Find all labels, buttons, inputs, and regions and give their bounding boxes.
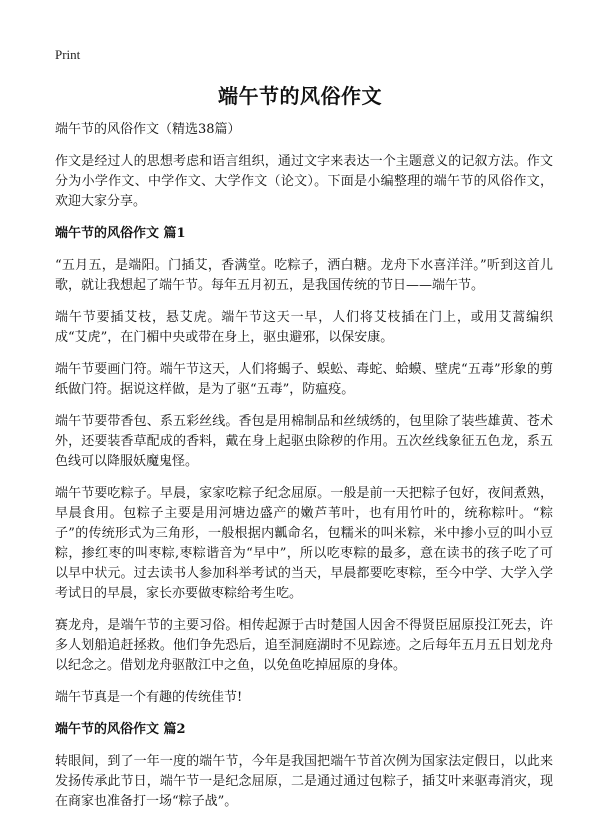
section-paragraph: 赛龙舟，是端午节的主要习俗。相传起源于古时楚国人因舍不得贤臣屈原投江死去，许多人划船追赶拯救。他们争先恐后，追至洞庭湖时不见踪迹。之后每年五月五日划龙舟以纪念之。借划龙舟驱散江中之鱼，以免鱼吃掉屈原的身体。 (55, 618, 553, 673)
page-title: 端午节的风俗作文 (218, 84, 382, 108)
section-paragraph: 端午节要插艾枝，悬艾虎。端午节这天一早，人们将艾枝插在门上，或用艾蒿编织成“艾虎”，在门楣中央或带在身上，驱虫避邪，以保安康。 (55, 310, 553, 345)
document-body (55, 120, 553, 824)
section-1 (55, 224, 553, 708)
section-heading: 端午节的风俗作文 篇2 (55, 722, 186, 737)
section-heading: 端午节的风俗作文 篇1 (55, 226, 186, 241)
section-paragraph: 转眼间，到了一年一度的端午节，今年是我国把端午节首次例为国家法定假日，以此来发扬传承此节日，端午节一是纪念屈原，二是通过通过包粽子，插艾叶来驱毒消灾，现在商家也准备打一场“粽子战”。 (55, 754, 553, 809)
section-paragraph: 端午节要吃粽子。早晨，家家吃粽子纪念屈原。一般是前一天把粽子包好，夜间煮熟，早晨食用。包粽子主要是用河塘边盛产的嫩芦苇叶，也有用竹叶的，统称粽叶。“粽子”的传统形式为三角形，一般根据内瓤命名，包糯米的叫米粽，米中掺小豆的叫小豆粽，掺红枣的叫枣粽,枣粽谐音为“早中”，所以吃枣粽的最多，意在读书的孩子吃了可以早中状元。过去读书人参加科举考试的当天，早晨都要吃枣粽，至今中学、大学入学考试日的早晨，家长亦要做枣粽给考生吃。 (55, 486, 553, 601)
section-2 (55, 720, 553, 812)
section-paragraph: “五月五，是端阳。门插艾，香满堂。吃粽子，洒白糖。龙舟下水喜洋洋。”听到这首儿歌，就让我想起了端午节。每年五月初五，是我国传统的节日——端午节。 (55, 258, 553, 293)
section-paragraph: 端午节要带香包、系五彩丝线。香包是用棉制品和丝绒绣的，包里除了装些雄黄、苍术外，还要装香草配成的香料，戴在身上起驱虫除秽的作用。五次丝线象征五色龙，系五色线可以降服妖魔鬼怪。 (55, 414, 553, 469)
intro-paragraph: 作文是经过人的思想考虑和语言组织，通过文字来表达一个主题意义的记叙方法。作文分为小学作文、中学作文、大学作文（论文）。下面是小编整理的端午节的风俗作文，欢迎大家分享。 (55, 154, 553, 209)
document-subtitle: 端午节的风俗作文（精选38篇） (55, 122, 241, 137)
section-paragraph: 端午节要画门符。端午节这天，人们将蝎子、蜈蚣、毒蛇、蛤蟆、壁虎“五毒”形象的剪纸做门符。据说这样做，是为了驱“五毒”，防瘟疫。 (55, 362, 553, 397)
print-link[interactable]: Print (55, 47, 81, 62)
section-paragraph: 端午节真是一个有趣的传统佳节! (55, 690, 243, 705)
